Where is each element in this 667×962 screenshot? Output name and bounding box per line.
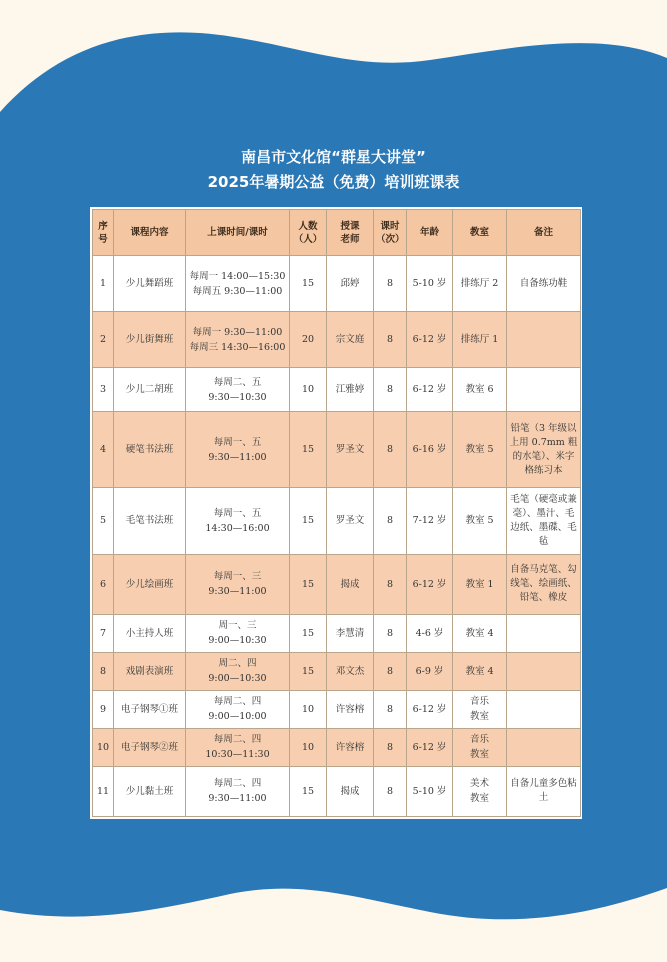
table-cell: 每周二、五 9:30—10:30	[186, 368, 290, 412]
table-cell: 8	[374, 652, 407, 690]
table-cell: 周一、三 9:00—10:30	[186, 614, 290, 652]
table-cell: 铅笔（3 年级以上用 0.7mm 粗的水笔）、米字格练习本	[507, 412, 581, 488]
table-header-row	[93, 210, 581, 256]
table-cell: 每周二、四 9:00—10:00	[186, 690, 290, 728]
table-cell: 电子钢琴①班	[114, 690, 186, 728]
table-cell: 8	[374, 412, 407, 488]
table-cell: 江雅婷	[327, 368, 374, 412]
table-cell: 6-12 岁	[407, 368, 453, 412]
table-cell: 10	[290, 368, 327, 412]
table-row	[93, 412, 581, 488]
table-cell: 教室 1	[453, 554, 507, 614]
table-cell: 小主持人班	[114, 614, 186, 652]
table-cell: 7-12 岁	[407, 488, 453, 554]
table-cell: 自备儿童多色粘土	[507, 766, 581, 816]
column-header: 课程内容	[114, 210, 186, 256]
page-title: 南昌市文化馆“群星大讲堂”	[241, 148, 426, 166]
table-cell: 15	[290, 412, 327, 488]
table-cell: 15	[290, 766, 327, 816]
table-cell: 周二、四 9:00—10:30	[186, 652, 290, 690]
table-cell: 李慧清	[327, 614, 374, 652]
table-cell: 教室 4	[453, 614, 507, 652]
table-row	[93, 488, 581, 554]
table-cell: 15	[290, 614, 327, 652]
table-cell: 5	[93, 488, 114, 554]
column-header: 授课 老师	[327, 210, 374, 256]
table-cell: 3	[93, 368, 114, 412]
table-cell: 自备马克笔、勾线笔、绘画纸、 铅笔、橡皮	[507, 554, 581, 614]
table-cell	[507, 368, 581, 412]
table-row	[93, 652, 581, 690]
table-cell: 10	[290, 728, 327, 766]
table-cell: 8	[374, 368, 407, 412]
table-cell: 6-16 岁	[407, 412, 453, 488]
column-header: 上课时间/课时	[186, 210, 290, 256]
table-cell: 11	[93, 766, 114, 816]
table-cell: 8	[374, 766, 407, 816]
table-cell: 每周二、四 9:30—11:00	[186, 766, 290, 816]
table-cell: 15	[290, 256, 327, 312]
table-cell: 少儿绘画班	[114, 554, 186, 614]
table-cell: 8	[374, 690, 407, 728]
table-cell: 每周二、四 10:30—11:30	[186, 728, 290, 766]
table-cell: 5-10 岁	[407, 766, 453, 816]
table-cell: 2	[93, 312, 114, 368]
table-cell: 6-12 岁	[407, 312, 453, 368]
table-cell: 教室 5	[453, 488, 507, 554]
table-row	[93, 312, 581, 368]
table-cell: 戏剧表演班	[114, 652, 186, 690]
table-cell: 教室 5	[453, 412, 507, 488]
column-header: 课时 （次）	[374, 210, 407, 256]
column-header: 备注	[507, 210, 581, 256]
table-cell: 音乐 教室	[453, 728, 507, 766]
table-cell: 1	[93, 256, 114, 312]
table-cell: 8	[374, 728, 407, 766]
table-cell: 8	[374, 488, 407, 554]
table-cell: 宗文庭	[327, 312, 374, 368]
table-cell: 8	[93, 652, 114, 690]
table-cell: 少儿二胡班	[114, 368, 186, 412]
table-cell: 自备练功鞋	[507, 256, 581, 312]
column-header: 序 号	[93, 210, 114, 256]
table-cell: 揭成	[327, 554, 374, 614]
table-cell: 每周一 9:30—11:00 每周三 14:30—16:00	[186, 312, 290, 368]
table-cell: 6	[93, 554, 114, 614]
table-cell: 教室 6	[453, 368, 507, 412]
table-row	[93, 766, 581, 816]
table-cell: 每周一 14:00—15:30 每周五 9:30—11:00	[186, 256, 290, 312]
table-row	[93, 554, 581, 614]
table-cell: 每周一、三 9:30—11:00	[186, 554, 290, 614]
table-cell: 4	[93, 412, 114, 488]
table-cell: 少儿黏土班	[114, 766, 186, 816]
table-cell: 6-12 岁	[407, 690, 453, 728]
table-cell: 10	[290, 690, 327, 728]
table-cell	[507, 690, 581, 728]
table-row	[93, 256, 581, 312]
table-cell: 少儿舞蹈班	[114, 256, 186, 312]
table-cell: 8	[374, 554, 407, 614]
table-cell	[507, 312, 581, 368]
column-header: 年龄	[407, 210, 453, 256]
table-cell: 音乐 教室	[453, 690, 507, 728]
page-subtitle: 2025年暑期公益（免费）培训班课表	[207, 173, 460, 191]
table-cell: 6-9 岁	[407, 652, 453, 690]
table-cell: 教室 4	[453, 652, 507, 690]
table-cell	[507, 614, 581, 652]
table-cell: 毛笔书法班	[114, 488, 186, 554]
table-cell: 罗圣文	[327, 412, 374, 488]
table-cell: 每周一、五 9:30—11:00	[186, 412, 290, 488]
column-header: 教室	[453, 210, 507, 256]
table-cell: 排练厅 1	[453, 312, 507, 368]
table-cell: 每周一、五 14:30—16:00	[186, 488, 290, 554]
table-cell: 电子钢琴②班	[114, 728, 186, 766]
table-cell: 许容榕	[327, 690, 374, 728]
table-row	[93, 690, 581, 728]
schedule-table	[92, 209, 581, 817]
table-cell: 20	[290, 312, 327, 368]
table-cell: 15	[290, 554, 327, 614]
table-cell: 7	[93, 614, 114, 652]
table-cell	[507, 652, 581, 690]
column-header: 人数 （人）	[290, 210, 327, 256]
table-cell: 美术 教室	[453, 766, 507, 816]
table-cell: 邓文杰	[327, 652, 374, 690]
table-cell: 6-12 岁	[407, 554, 453, 614]
table-cell: 罗圣文	[327, 488, 374, 554]
schedule-sheet	[90, 207, 582, 819]
table-cell: 15	[290, 488, 327, 554]
table-cell: 10	[93, 728, 114, 766]
table-cell	[507, 728, 581, 766]
table-cell: 排练厅 2	[453, 256, 507, 312]
table-cell: 15	[290, 652, 327, 690]
table-cell: 许容榕	[327, 728, 374, 766]
table-cell: 5-10 岁	[407, 256, 453, 312]
table-cell: 6-12 岁	[407, 728, 453, 766]
table-cell: 少儿街舞班	[114, 312, 186, 368]
table-cell: 揭成	[327, 766, 374, 816]
table-cell: 8	[374, 614, 407, 652]
table-cell: 4-6 岁	[407, 614, 453, 652]
table-cell: 邱婷	[327, 256, 374, 312]
table-cell: 8	[374, 256, 407, 312]
table-row	[93, 614, 581, 652]
table-cell: 硬笔书法班	[114, 412, 186, 488]
table-cell: 8	[374, 312, 407, 368]
table-row	[93, 368, 581, 412]
table-cell: 毛笔（硬毫或兼毫）、墨汁、毛边纸、墨碟、毛毡	[507, 488, 581, 554]
table-cell: 9	[93, 690, 114, 728]
table-row	[93, 728, 581, 766]
